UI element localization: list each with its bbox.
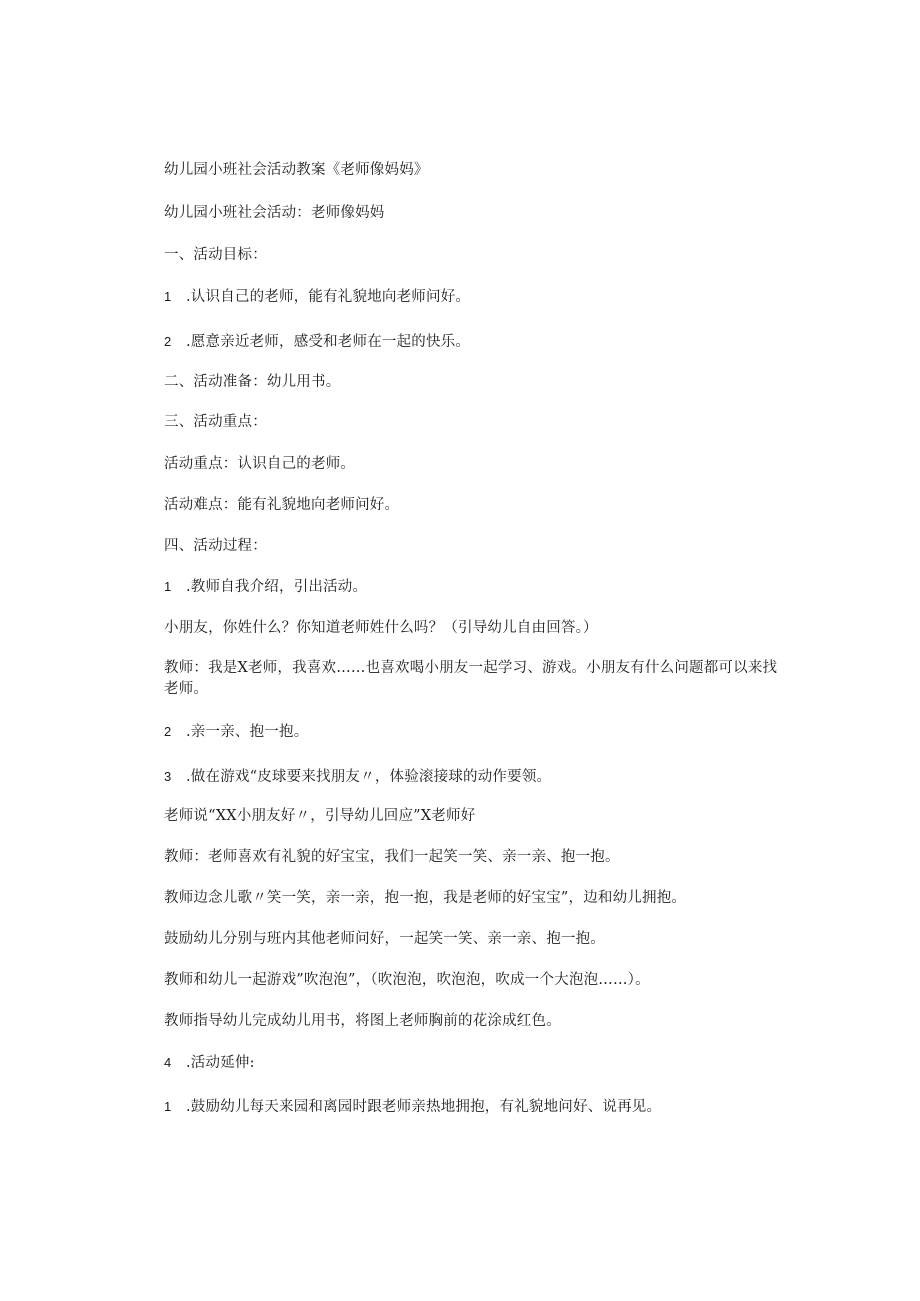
step-paragraph: 教师：老师喜欢有礼貌的好宝宝，我们一起笑一笑、亲一亲、抱一抱。	[164, 849, 620, 865]
document-title: 幼儿园小班社会活动教案《老师像妈妈》	[164, 162, 429, 178]
goal-text: .认识自己的老师，能有礼貌地向老师问好。	[186, 289, 471, 305]
extension-number: 1	[164, 1099, 172, 1114]
step-paragraph: 教师指导幼儿完成幼儿用书，将图上老师胸前的花涂成红色。	[164, 1013, 561, 1029]
extension-text: .鼓励幼儿每天来园和离园时跟老师亲热地拥抱，有礼貌地问好、说再见。	[186, 1099, 662, 1115]
process-step	[164, 1052, 804, 1074]
step-text: .活动延伸:	[186, 1055, 255, 1071]
step-paragraph: 教师和幼儿一起游戏”吹泡泡”，（吹泡泡，吹泡泡，吹成一个大泡泡……）。	[164, 972, 650, 988]
goal-number: 1	[164, 289, 172, 304]
step-paragraph: 教师：我是X老师，我喜欢……也喜欢喝小朋友一起学习、游戏。小朋友有什么问题都可以来找老师。	[164, 660, 778, 697]
step-paragraph: 教师边念儿歌〃笑一笑，亲一亲，抱一抱，我是老师的好宝宝”，边和幼儿拥抱。	[164, 890, 687, 906]
document-subtitle: 幼儿园小班社会活动：老师像妈妈	[164, 205, 385, 221]
step-paragraph: 小朋友，你姓什么？你知道老师姓什么吗？（引导幼儿自由回答。）	[164, 620, 598, 636]
goal-item	[164, 331, 804, 353]
goal-item	[164, 286, 804, 308]
process-step	[164, 721, 804, 743]
step-number: 1	[164, 579, 172, 594]
extension-item	[164, 1096, 804, 1118]
key-point-text: 活动重点：认识自己的老师。	[164, 456, 356, 472]
section-heading-process: 四、活动过程：	[164, 538, 267, 554]
step-text: .亲一亲、抱一抱。	[186, 724, 309, 740]
section-heading-key-points: 三、活动重点：	[164, 414, 267, 430]
step-number: 3	[164, 769, 172, 784]
step-paragraph: 老师说“XX小朋友好〃，引导幼儿回应”X老师好	[164, 808, 476, 824]
section-heading-preparation: 二、活动准备：幼儿用书。	[164, 374, 341, 390]
step-number: 4	[164, 1055, 172, 1070]
goal-number: 2	[164, 334, 172, 349]
step-paragraph: 鼓励幼儿分别与班内其他老师问好，一起笑一笑、亲一亲、抱一抱。	[164, 931, 605, 947]
process-step	[164, 576, 804, 598]
process-step	[164, 766, 804, 788]
section-heading-goals: 一、活动目标：	[164, 247, 267, 263]
step-text: .做在游戏“皮球要来找朋友〃，体验滚接球的动作要领。	[186, 769, 552, 785]
step-text: .教师自我介绍，引出活动。	[186, 579, 368, 595]
goal-text: .愿意亲近老师，感受和老师在一起的快乐。	[186, 334, 471, 350]
difficulty-text: 活动难点：能有礼貌地向老师问好。	[164, 497, 400, 513]
step-number: 2	[164, 724, 172, 739]
